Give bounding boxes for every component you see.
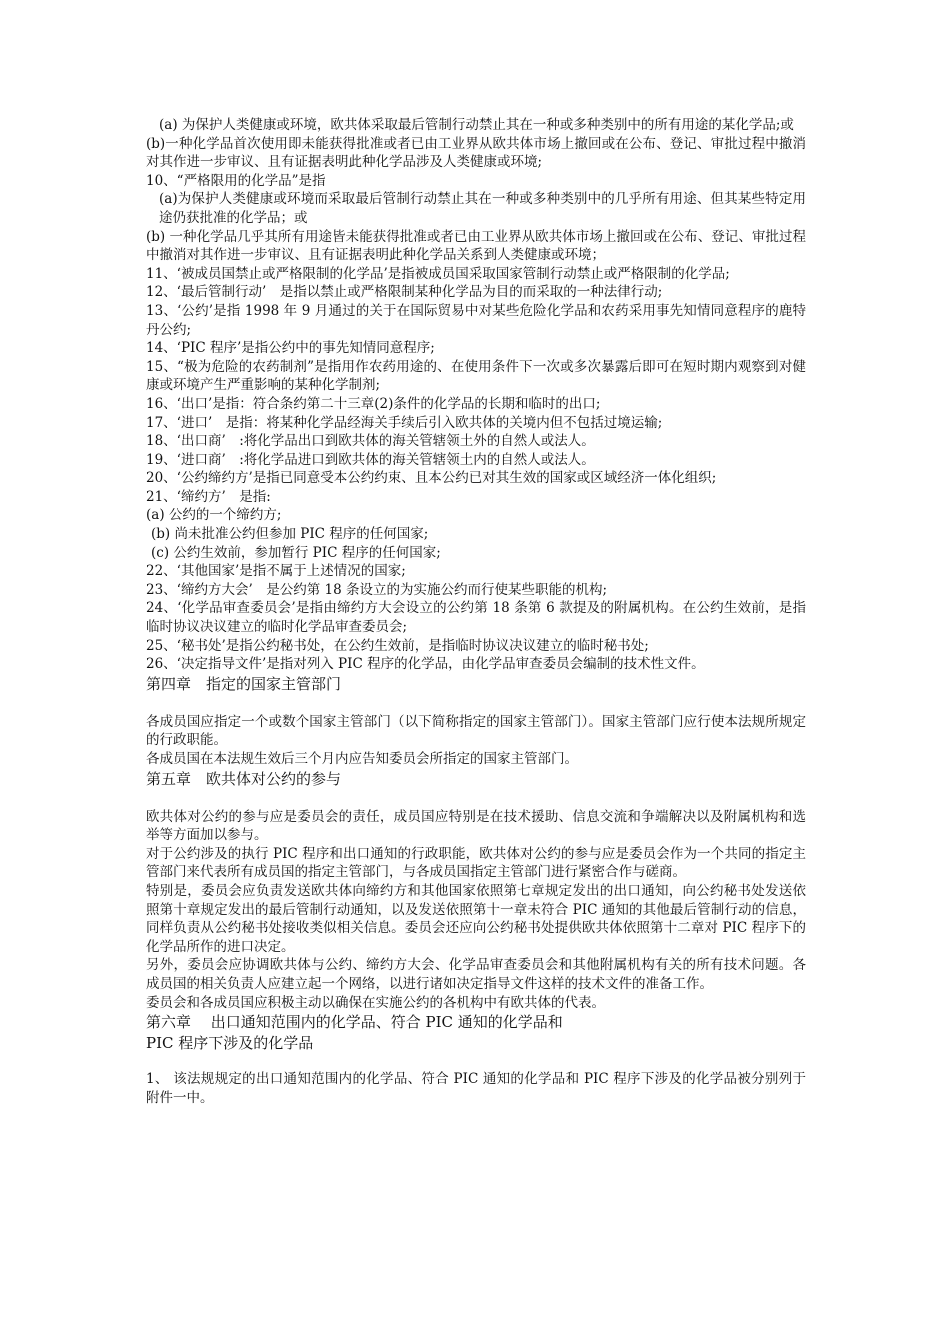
chapter-4-heading: 第四章 指定的国家主管部门: [146, 674, 342, 693]
chapter-6-heading-line1: 第六章 出口通知范围内的化学品、符合 PIC 通知的化学品和: [146, 1013, 563, 1032]
definition-paragraph: (a)为保护人类健康或环境而采取最后管制行动禁止其在一种或多种类别中的几乎所有用途、但其某些特定用途仍获批准的化学品；或: [159, 191, 806, 226]
body-paragraph: 特别是，委员会应负责发送欧共体向缔约方和其他国家依照第七章规定发出的出口通知，向公约秘书处发送依照第十章规定发出的最后管制行动通知，以及发送依照第十一章未符合 PIC 通知的其他最后管制行动的信息，同样负责从公约秘书处接收类似相关信息。委员会还应向公约秘书处提供欧共体依照第十二章对 PIC 程序下的化学品所作的进口决定。: [146, 882, 806, 955]
body-paragraph: 1、 该法规规定的出口通知范围内的化学品、符合 PIC 通知的化学品和 PIC 程序下涉及的化学品被分别列于附件一中。: [146, 1071, 806, 1106]
document-body: [146, 116, 806, 1107]
definition-paragraph: (b) 尚未批准公约但参加 PIC 程序的任何国家;: [151, 526, 429, 543]
definition-paragraph: 11、‘被成员国禁止或严格限制的化学品’是指被成员国采取国家管制行动禁止或严格限制的化学品;: [146, 265, 730, 282]
body-paragraph: 欧共体对公约的参与应是委员会的责任，成员国应特别是在技术援助、信息交流和争端解决以及附属机构和选举等方面加以参与。: [146, 808, 806, 844]
body-paragraph: 委员会和各成员国应积极主动以确保在实施公约的各机构中有欧共体的代表。: [146, 994, 605, 1011]
body-paragraph: 各成员国应指定一个或数个国家主管部门（以下简称指定的国家主管部门）。国家主管部门应行使本法规所规定的行政职能。: [146, 713, 806, 749]
definition-paragraph: 19、‘进口商’ :将化学品进口到欧共体的海关管辖领土内的自然人或法人。: [146, 451, 595, 468]
definitions-section: [146, 116, 806, 674]
definition-paragraph: (a) 为保护人类健康或环境，欧共体采取最后管制行动禁止其在一种或多种类别中的所有用途的某化学品;或: [159, 117, 794, 133]
definition-paragraph: 10、“严格限用的化学品”是指: [146, 172, 326, 189]
definition-paragraph: (b)一种化学品首次使用即未能获得批准或者已由工业界从欧共体市场上撤回或在公布、登记、审批过程中撤消对其作进一步审议、且有证据表明此种化学品涉及人类健康或环境;: [146, 135, 806, 171]
chapter-5-heading: 第五章 欧共体对公约的参与: [146, 769, 342, 788]
definition-paragraph: (a) 公约的一个缔约方;: [146, 507, 282, 524]
chapter-5-body: [146, 808, 806, 1013]
definition-paragraph: 26、‘决定指导文件’是指对列入 PIC 程序的化学品，由化学品审查委员会编制的技术性文件。: [146, 656, 705, 673]
definition-paragraph: (c) 公约生效前，参加暂行 PIC 程序的任何国家;: [151, 544, 441, 561]
definition-paragraph: 20、‘公约缔约方’是指已同意受本公约约束、且本公约已对其生效的国家或区域经济一体化组织;: [146, 470, 717, 487]
definition-paragraph: 12、‘最后管制行动’ 是指以禁止或严格限制某种化学品为目的而采取的一种法律行动;: [146, 284, 663, 301]
definition-paragraph: 21、‘缔约方’ 是指:: [146, 488, 271, 505]
definition-paragraph: 23、‘缔约方大会’ 是公约第 18 条设立的为实施公约而行使某些职能的机构;: [146, 581, 608, 598]
definition-paragraph: 16、‘出口’是指：符合条约第二十三章(2)条件的化学品的长期和临时的出口;: [146, 395, 601, 412]
definition-paragraph: 17、‘进口’ 是指：将某种化学品经海关手续后引入欧共体的关境内但不包括过境运输;: [146, 414, 663, 431]
body-paragraph: 各成员国在本法规生效后三个月内应告知委员会所指定的国家主管部门。: [146, 751, 578, 767]
definition-paragraph: 18、‘出口商’ :将化学品出口到欧共体的海关管辖领土外的自然人或法人。: [146, 433, 595, 450]
definition-paragraph: 15、“极为危险的农药制剂”是指用作农药用途的、在使用条件下一次或多次暴露后即可在短时期内观察到对健康或环境产生严重影响的某种化学制剂;: [146, 358, 806, 394]
definition-paragraph: 24、‘化学品审查委员会’是指由缔约方大会设立的公约第 18 条第 6 款提及的附属机构。在公约生效前，是指临时协议决议建立的临时化学品审查委员会;: [146, 600, 806, 636]
body-paragraph: 另外，委员会应协调欧共体与公约、缔约方大会、化学品审查委员会和其他附属机构有关的所有技术问题。各成员国的相关负责人应建立起一个网络，以进行诸如决定指导文件这样的技术文件的准备工作。: [146, 957, 806, 992]
definition-paragraph: 14、‘PIC 程序’是指公约中的事先知情同意程序;: [146, 340, 435, 357]
chapter-4-body: [146, 713, 806, 769]
definition-paragraph: (b) 一种化学品几乎其所有用途皆未能获得批准或者已由工业界从欧共体市场上撤回或在公布、登记、审批过程中撤消对其作进一步审议、且有证据表明此种化学品关系到人类健康或环境；: [146, 228, 806, 264]
chapter-6-body: [146, 1070, 806, 1107]
definition-paragraph: 22、‘其他国家’是指不属于上述情况的国家;: [146, 563, 406, 580]
body-paragraph: 对于公约涉及的执行 PIC 程序和出口通知的行政职能，欧共体对公约的参与应是委员会作为一个共同的指定主管部门来代表所有成员国的指定主管部门，与各成员国指定主管部门进行紧密合作与磋商。: [146, 845, 806, 881]
definition-paragraph: 13、‘公约’是指 1998 年 9 月通过的关于在国际贸易中对某些危险化学品和农药采用事先知情同意程序的鹿特丹公约;: [146, 302, 806, 338]
chapter-6-heading-line2: PIC 程序下涉及的化学品: [146, 1034, 314, 1053]
definition-paragraph: 25、‘秘书处’是指公约秘书处，在公约生效前，是指临时协议决议建立的临时秘书处;: [146, 637, 649, 654]
